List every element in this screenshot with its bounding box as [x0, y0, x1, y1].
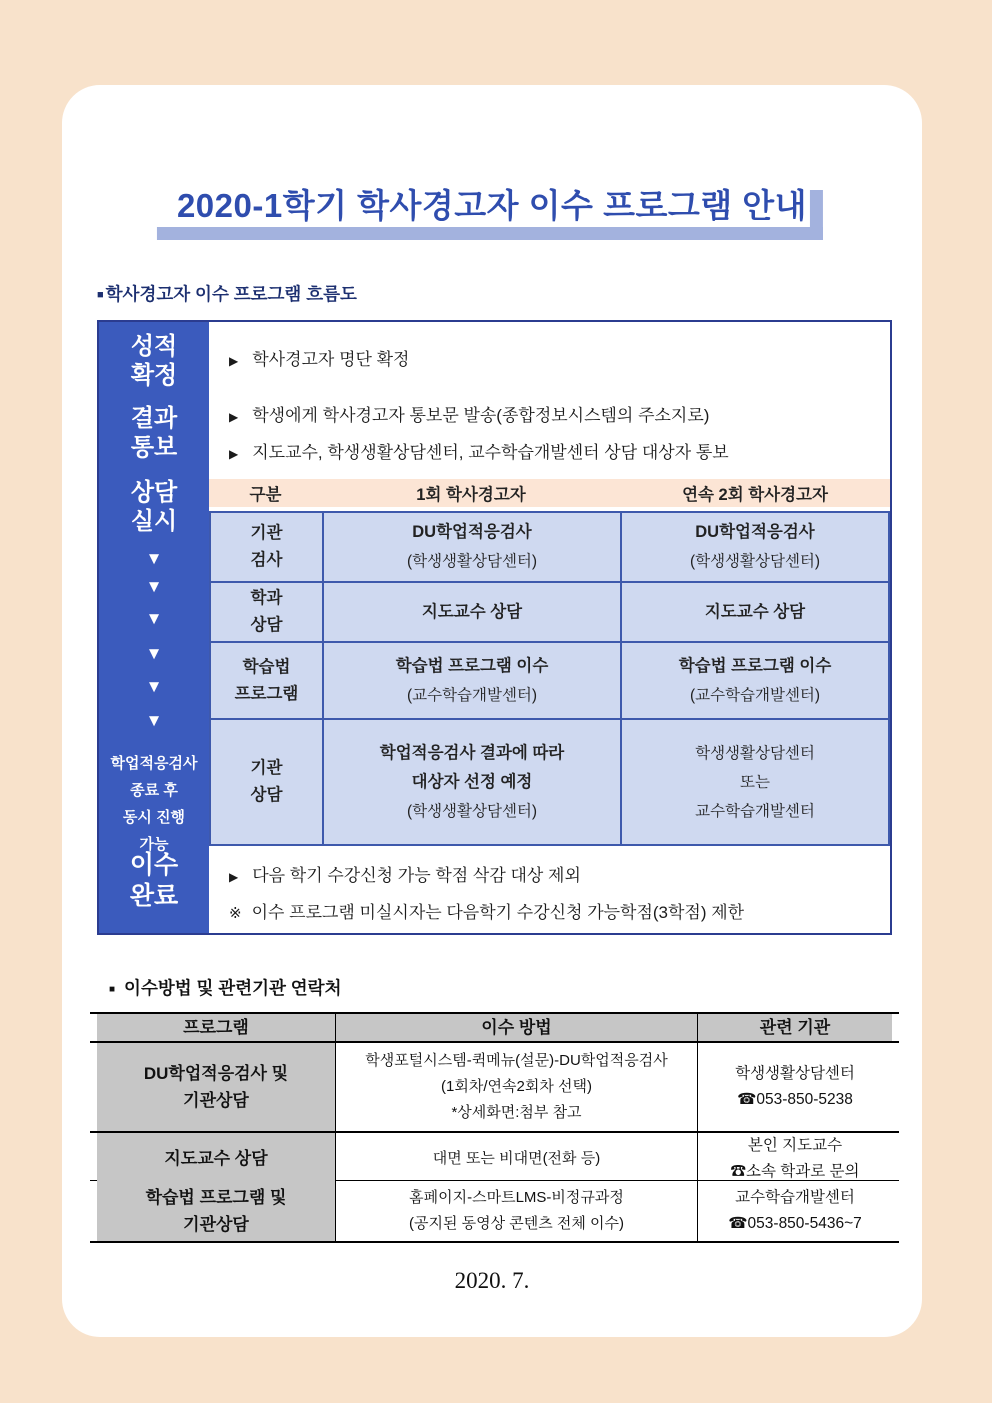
contact-row: [97, 1043, 892, 1131]
cell-line: 학습법 프로그램 이수: [395, 656, 549, 675]
contact-row: [97, 1181, 892, 1241]
contact-table-body: [90, 1043, 899, 1243]
cell-line: 학생생활상담센터: [735, 1065, 855, 1082]
bullet-line: [229, 898, 890, 923]
bullet-text: 이수 프로그램 미실시자는 다음학기 수강신청 가능학점(3학점) 제한: [251, 902, 745, 922]
contact-header-org: 관련 기관: [697, 1014, 892, 1041]
contact-cell: [97, 1043, 335, 1131]
contact-cell: [335, 1181, 697, 1241]
square-bullet-icon: ■: [97, 289, 104, 301]
bullet-text: 학생에게 학사경고자 통보문 발송(종합정보시스템의 주소지로): [252, 406, 710, 425]
contact-section-heading-text: 이수방법 및 관련기관 연락처: [124, 978, 342, 998]
cell-line: DU학업적응검사 및: [143, 1064, 289, 1083]
label-line: 검사: [250, 551, 283, 569]
bullet-arrow-icon: ▶: [229, 410, 239, 424]
contact-row: [97, 1133, 892, 1180]
flow-table-cell: [323, 719, 621, 845]
down-arrow-icon: ▼: [145, 644, 163, 663]
bullet-line: [229, 438, 890, 463]
cell-line: (교수학습개발센터): [689, 686, 821, 704]
label-line: 통보: [130, 434, 178, 461]
contact-cell: [697, 1043, 892, 1131]
page-title: 2020-1학기 학사경고자 이수 프로그램 안내: [176, 187, 808, 224]
reference-mark-icon: ※: [229, 904, 242, 922]
inner-header-category: 구분: [249, 486, 282, 504]
cell-line: 대상자 선정 예정: [411, 772, 533, 791]
label-line: 완료: [129, 882, 179, 910]
flow-table-cell: [621, 512, 889, 582]
down-arrow-icon: ▼: [145, 609, 163, 628]
cell-line: ☎053-850-5436~7: [728, 1215, 862, 1232]
contact-cell: [335, 1043, 697, 1131]
label-line: 확정: [130, 362, 178, 389]
down-arrow-icon: ▼: [145, 549, 163, 568]
flow-main-area: [209, 322, 890, 933]
cell-line: 기관상담: [183, 1215, 249, 1234]
stage1-content: [209, 322, 890, 392]
flow-table-cell: [323, 582, 621, 642]
cell-line: (학생생활상담센터): [689, 553, 821, 570]
label-line: 실시: [130, 508, 178, 535]
contact-table: [90, 1012, 899, 1243]
inner-header-first-warning: 1회 학사경고자: [416, 486, 526, 504]
label-line: 이수: [129, 851, 179, 879]
flow-row-label: [210, 512, 323, 582]
label-line: 결과: [130, 405, 178, 432]
cell-line: 학생생활상담센터: [695, 744, 815, 762]
flow-table-cell: [323, 512, 621, 582]
cell-line: (교수학습개발센터): [406, 686, 538, 704]
flow-section-heading-text: 학사경고자 이수 프로그램 흐름도: [105, 284, 357, 304]
flow-section-heading: [97, 281, 357, 306]
flow-table-row: [210, 719, 889, 845]
bullet-line: [229, 345, 890, 370]
down-arrow-icon: ▼: [145, 577, 163, 596]
contact-cell: [697, 1181, 892, 1241]
label-line: 상담: [250, 786, 283, 804]
cell-line: *상세화면:첨부 참고: [451, 1104, 582, 1121]
cell-line: 교수학습개발센터: [735, 1189, 855, 1206]
cell-line: (1회차/연속2회차 선택): [441, 1078, 592, 1095]
flow-table-cell: [621, 719, 889, 845]
label-line: 성적: [130, 333, 178, 360]
label-line: 학습법: [242, 657, 291, 676]
contact-header-program: 프로그램: [97, 1014, 335, 1041]
cell-line: 지도교수 상담: [704, 602, 806, 621]
label-line: 가능: [139, 836, 169, 853]
cell-line: 학습법 프로그램 및: [145, 1188, 287, 1207]
cell-line: 학생포털시스템-퀵메뉴(설문)-DU학업적응검사: [365, 1052, 668, 1069]
label-line: 기관: [250, 524, 283, 542]
cell-line: 기관상담: [183, 1091, 249, 1110]
bullet-text: 다음 학기 수강신청 가능 학점 삭감 대상 제외: [252, 865, 581, 885]
bullet-arrow-icon: ▶: [229, 353, 239, 368]
stage-label-completion: [99, 850, 209, 912]
flow-table-cell: [621, 582, 889, 642]
flow-table-cell: [323, 642, 621, 719]
flow-chart: [97, 320, 892, 935]
cell-line: 교수학습개발센터: [695, 802, 815, 820]
flow-table-cell: [621, 642, 889, 719]
table-border-line: [90, 1241, 899, 1243]
down-arrow-icon: ▼: [145, 677, 163, 696]
document-title-block: [177, 185, 807, 227]
label-line: 상담: [250, 616, 283, 634]
label-line: 상담: [130, 479, 178, 506]
stage4-content: [209, 846, 890, 935]
inner-header-second-warning: 연속 2회 학사경고자: [682, 486, 828, 504]
cell-line: (학생생활상담센터): [406, 802, 538, 820]
down-arrow-icon: ▼: [145, 711, 163, 730]
flow-table-row: [210, 512, 889, 582]
cell-line: 학업적응검사 결과에 따라: [379, 743, 565, 762]
cell-line: 또는: [740, 773, 770, 791]
contact-table-header-row: [97, 1014, 892, 1041]
contact-header-method: 이수 방법: [335, 1014, 697, 1041]
cell-line: 대면 또는 비대면(전화 등): [432, 1149, 601, 1167]
cell-line: 홈페이지-스마트LMS-비정규과정: [409, 1189, 624, 1206]
label-line: 학업적응검사: [110, 755, 198, 772]
contact-cell: [97, 1133, 335, 1185]
contact-cell: [97, 1181, 335, 1241]
cell-line: ☎053-850-5238: [737, 1091, 853, 1108]
cell-line: 지도교수 상담: [164, 1149, 268, 1168]
label-line: 기관: [250, 759, 283, 777]
inner-flow-table: [209, 511, 890, 846]
document-date: 2020. 7.: [454, 1268, 530, 1293]
bullet-line: [229, 861, 890, 886]
stage-label-grade-confirm: [99, 332, 209, 390]
bullet-text: 지도교수, 학생생활상담센터, 교수학습개발센터 상담 대상자 통보: [252, 443, 729, 462]
flow-table-row: [210, 642, 889, 719]
contact-section-heading: [109, 975, 342, 1000]
flow-row-label: [210, 582, 323, 642]
cell-line: 학습법 프로그램 이수: [678, 656, 832, 675]
cell-line: (학생생활상담센터): [406, 553, 538, 570]
cell-line: DU학업적응검사: [695, 523, 815, 541]
flow-row-label: [210, 642, 323, 719]
label-line: 학과: [250, 589, 283, 607]
flow-sidebar: [99, 322, 209, 933]
bullet-arrow-icon: ▶: [229, 447, 239, 461]
bullet-text: 학사경고자 명단 확정: [252, 349, 410, 369]
cell-line: ☎소속 학과로 문의: [730, 1162, 860, 1180]
stage-label-counseling: [99, 478, 209, 536]
inner-table-header: [209, 479, 890, 507]
label-line: 프로그램: [234, 684, 299, 703]
contact-cell: [697, 1133, 892, 1185]
stage-label-result-notice: [99, 404, 209, 462]
contact-cell: [335, 1133, 697, 1185]
bullet-line: [229, 401, 890, 426]
cell-line: 지도교수 상담: [421, 602, 523, 621]
cell-line: 본인 지도교수: [747, 1136, 843, 1154]
sidebar-note: [99, 750, 209, 858]
flow-table-row: [210, 582, 889, 642]
stage2-content: [209, 392, 890, 472]
bullet-arrow-icon: ▶: [229, 869, 239, 884]
label-line: 동시 진행: [122, 809, 186, 826]
label-line: 종료 후: [130, 782, 178, 799]
document-card: [62, 85, 922, 1337]
square-bullet-icon: ■: [109, 984, 116, 995]
flow-row-label: [210, 719, 323, 845]
cell-line: (공지된 동영상 콘텐츠 전체 이수): [408, 1215, 625, 1232]
cell-line: DU학업적응검사: [412, 523, 532, 541]
